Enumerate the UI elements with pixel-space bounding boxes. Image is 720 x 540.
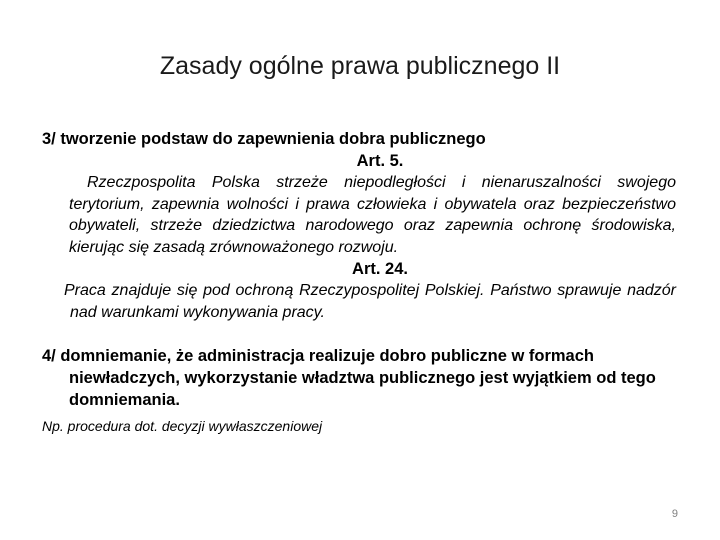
art-24-text: Praca znajduje się pod ochroną Rzeczypospolitej Polskiej. Państwo sprawuje nadzór nad warunkami wykonywania pracy. xyxy=(64,282,676,321)
example-note: Np. procedura dot. decyzji wywłaszczeniowej xyxy=(42,418,323,434)
art-5-text: Rzeczpospolita Polska strzeże niepodległości i nienaruszalności swojego terytorium, zapewnia wolności i prawa człowieka i obywatela oraz bezpieczeństwo obywateli, strzeże dziedzictwa narodowego oraz zapewnia ochronę środowiska, kierując się zasadą zrównoważonego rozwoju. xyxy=(69,174,676,256)
page-number: 9 xyxy=(671,508,678,520)
point-4-heading: 4/ domniemanie, że administracja realizuje dobro publiczne w formach niewładczych, wykorzystanie władztwa publicznego jest wyjątkiem od tego domniemania. xyxy=(42,347,656,409)
art-24-label: Art. 24. xyxy=(352,260,408,278)
slide-title: Zasady ogólne prawa publicznego II xyxy=(159,52,561,80)
point-3-heading: 3/ tworzenie podstaw do zapewnienia dobra publicznego xyxy=(42,130,486,148)
slide-content xyxy=(42,128,676,436)
art-5-label: Art. 5. xyxy=(356,152,404,170)
